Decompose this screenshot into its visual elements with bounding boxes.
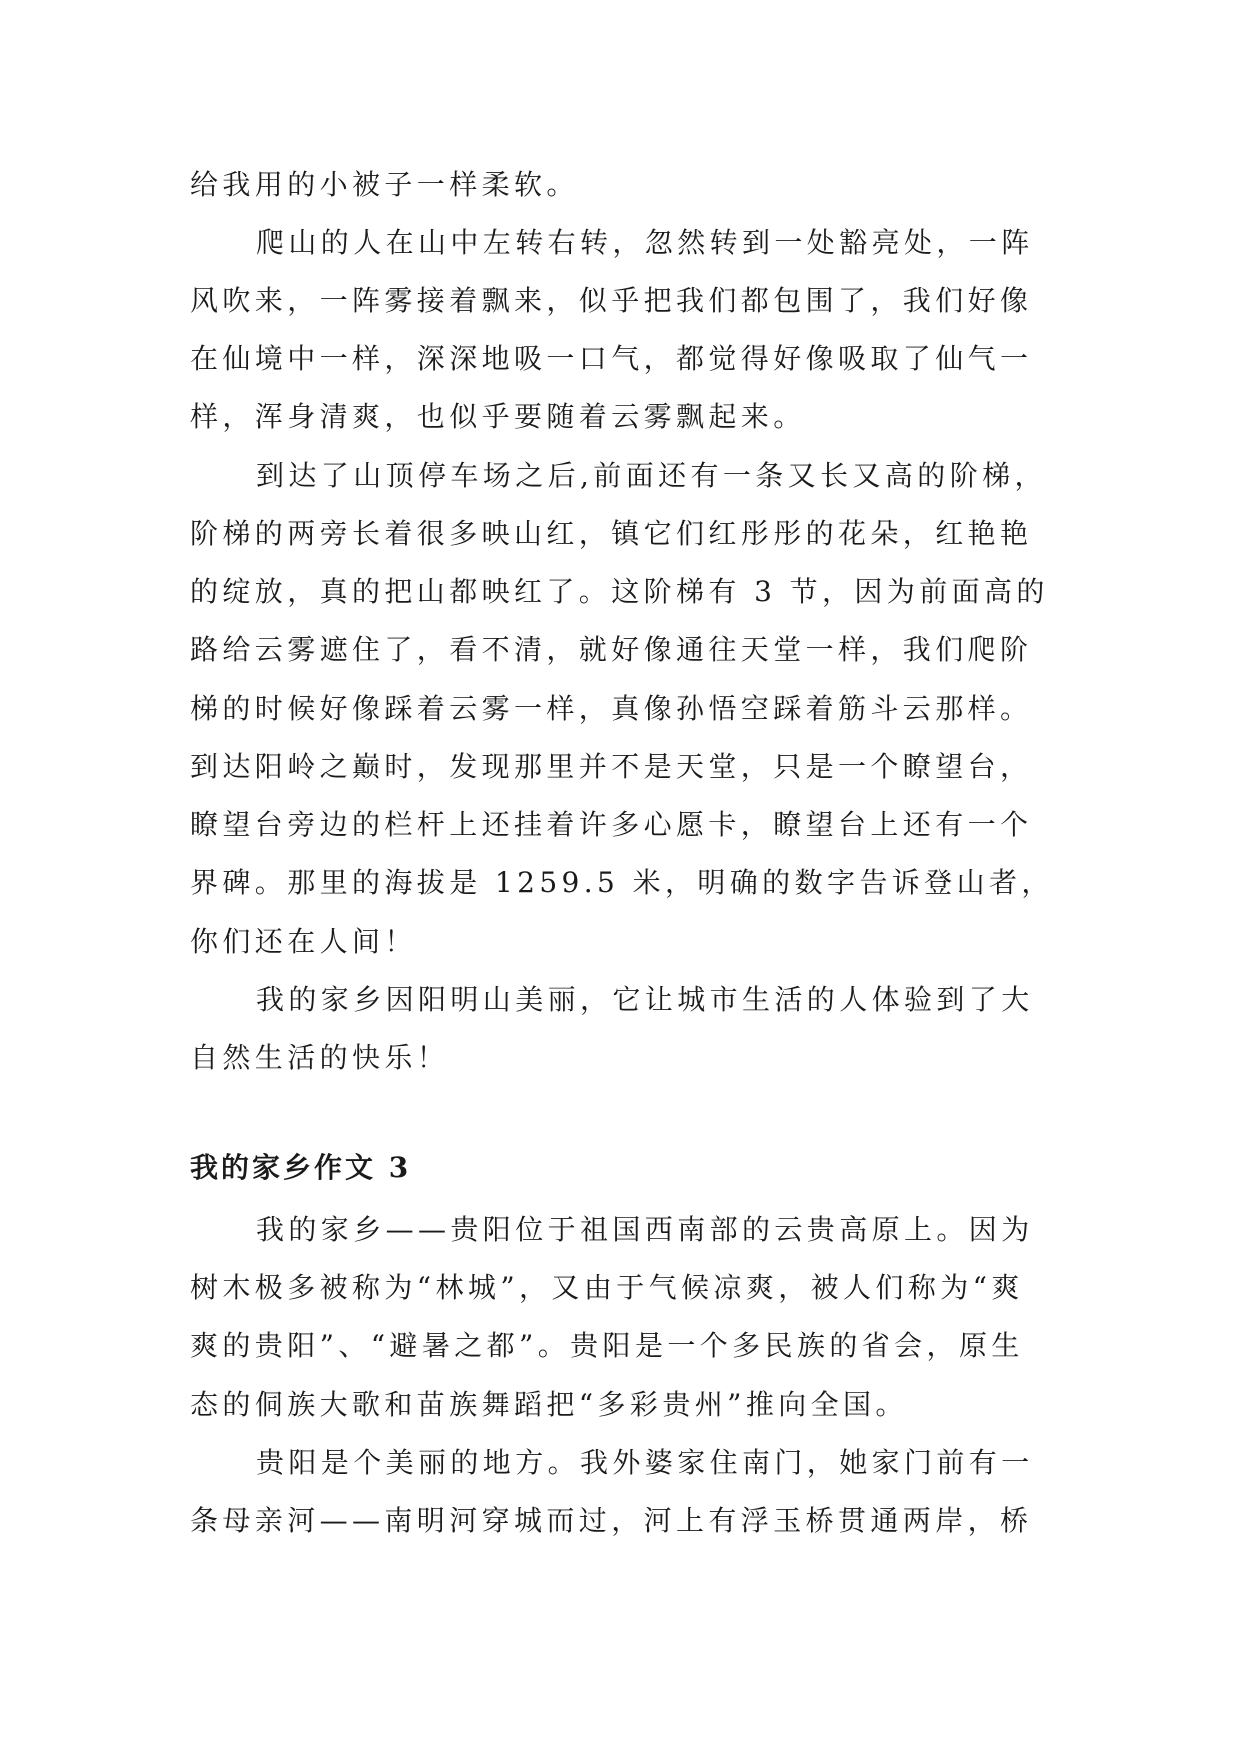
paragraph-line: 贵阳是个美丽的地方。我外婆家住南门，她家门前有一 [256,1446,1034,1479]
paragraph-line: 的绽放，真的把山都映红了。这阶梯有 3 节，因为前面高的 [190,575,1049,608]
paragraph-line: 树木极多被称为“林城”，又由于气候凉爽，被人们称为“爽 [190,1271,1024,1304]
paragraph-line: 自然生活的快乐！ [190,1041,450,1074]
paragraph-line: 爽的贵阳”、“避暑之都”。贵阳是一个多民族的省会，原生 [190,1329,1024,1362]
paragraph-line: 到达了山顶停车场之后,前面还有一条又长又高的阶梯， [256,459,1047,492]
paragraph-line: 我的家乡因阳明山美丽，它让城市生活的人体验到了大 [256,983,1034,1016]
paragraph-line: 爬山的人在山中左转右转，忽然转到一处豁亮处，一阵 [256,226,1034,259]
paragraph-line: 态的侗族大歌和苗族舞蹈把“多彩贵州”推向全国。 [190,1388,908,1421]
paragraph-line: 阶梯的两旁长着很多映山红，镇它们红彤彤的花朵，红艳艳 [190,517,1033,550]
paragraph-line: 到达阳岭之巅时，发现那里并不是天堂，只是一个瞭望台， [190,750,1033,783]
paragraph-line: 路给云雾遮住了，看不清，就好像通往天堂一样，我们爬阶 [190,633,1033,666]
section-title: 我的家乡作文 3 [190,1151,412,1184]
paragraph-line: 梯的时候好像踩着云雾一样，真像孙悟空踩着筋斗云那样。 [190,692,1033,725]
paragraph-line: 风吹来，一阵雾接着飘来，似乎把我们都包围了，我们好像 [190,284,1033,317]
paragraph-line: 样，浑身清爽，也似乎要随着云雾飘起来。 [190,400,806,433]
paragraph-line: 给我用的小被子一样柔软。 [190,168,579,201]
paragraph-line: 瞭望台旁边的栏杆上还挂着许多心愿卡，瞭望台上还有一个 [190,808,1033,841]
paragraph-line: 你们还在人间！ [190,925,417,958]
paragraph-line: 界碑。那里的海拔是 1259.5 米，明确的数字告诉登山者， [190,866,1054,899]
paragraph-line: 条母亲河——南明河穿城而过，河上有浮玉桥贯通两岸，桥 [190,1504,1033,1537]
paragraph-line: 在仙境中一样，深深地吸一口气，都觉得好像吸取了仙气一 [190,342,1033,375]
paragraph-line: 我的家乡——贵阳位于祖国西南部的云贵高原上。因为 [256,1213,1034,1246]
